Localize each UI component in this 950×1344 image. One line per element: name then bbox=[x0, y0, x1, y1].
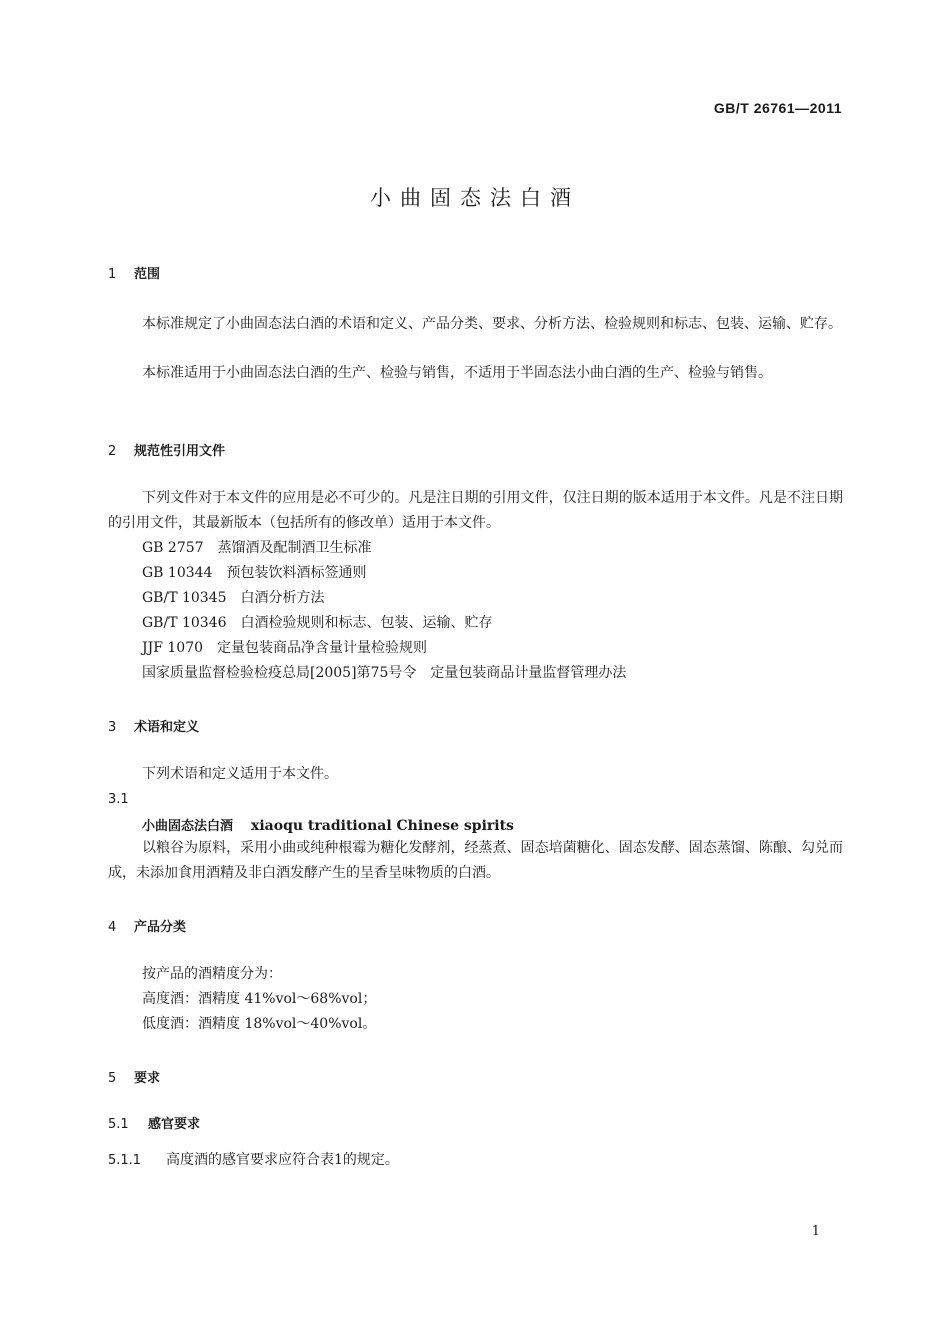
clause-text: 高度酒的感官要求应符合表1的规定。 bbox=[166, 1152, 399, 1168]
clause-number: 5.1.1 bbox=[108, 1153, 142, 1168]
section-number: 3 bbox=[108, 720, 117, 735]
terms-intro: 下列术语和定义适用于本文件。 bbox=[142, 766, 338, 782]
classification-intro: 按产品的酒精度分为： bbox=[142, 966, 282, 982]
reference-code: GB/T 10346 bbox=[142, 615, 227, 631]
section-1-heading bbox=[108, 263, 160, 282]
scope-paragraph-2: 本标准适用于小曲固态法白酒的生产、检验与销售，不适用于半固态法小曲白酒的生产、检验与销售。 bbox=[142, 365, 772, 381]
reference-name: 白酒检验规则和标志、包装、运输、贮存 bbox=[240, 615, 493, 631]
reference-item bbox=[142, 663, 626, 683]
references-intro: 下列文件对于本文件的应用是必不可少的。凡是注日期的引用文件，仅注日期的版本适用于本文件。凡是不注日期的引用文件，其最新版本（包括所有的修改单）适用于本文件。 bbox=[108, 490, 843, 531]
reference-name: 白酒分析方法 bbox=[240, 590, 325, 606]
section-number: 4 bbox=[108, 920, 117, 935]
reference-code: 国家质量监督检验检疫总局[2005]第75号令 bbox=[142, 665, 417, 681]
term-chinese: 小曲固态法白酒 bbox=[142, 819, 234, 834]
subsection-number: 5.1 bbox=[108, 1117, 129, 1132]
subsection-title: 感官要求 bbox=[148, 1117, 201, 1132]
reference-code: JJF 1070 bbox=[142, 640, 204, 656]
term-definition: 以粮谷为原料，采用小曲或纯种根霉为糖化发酵剂，经蒸煮、固态培菌糖化、固态发酵、固态蒸馏、陈酿、勾兑而成，未添加食用酒精及非白酒发酵产生的呈香呈味物质的白酒。 bbox=[108, 840, 843, 881]
reference-item bbox=[142, 638, 427, 658]
section-3-heading bbox=[108, 716, 199, 735]
reference-code: GB 10344 bbox=[142, 565, 213, 581]
page-number: 1 bbox=[811, 1224, 820, 1239]
section-title: 产品分类 bbox=[134, 920, 187, 935]
reference-name: 定量包装商品净含量计量检验规则 bbox=[217, 640, 428, 656]
section-title: 范围 bbox=[134, 267, 161, 282]
section-5-heading bbox=[108, 1067, 160, 1086]
section-title: 规范性引用文件 bbox=[134, 444, 226, 459]
reference-name: 蒸馏酒及配制酒卫生标准 bbox=[217, 540, 372, 556]
section-title: 要求 bbox=[134, 1071, 161, 1086]
document-title: 小曲固态法白酒 bbox=[370, 186, 580, 210]
reference-code: GB/T 10345 bbox=[142, 590, 227, 606]
reference-item bbox=[142, 538, 372, 558]
reference-item bbox=[142, 588, 325, 608]
section-number: 1 bbox=[108, 267, 117, 282]
reference-name: 预包装饮料酒标签通则 bbox=[226, 565, 367, 581]
standard-code: GB/T 26761—2011 bbox=[713, 100, 842, 116]
term-english: xiaoqu traditional Chinese spirits bbox=[251, 818, 514, 834]
term-number: 3.1 bbox=[108, 792, 129, 807]
reference-item bbox=[142, 613, 493, 633]
scope-paragraph-1: 本标准规定了小曲固态法白酒的术语和定义、产品分类、要求、分析方法、检验规则和标志、包装、运输、贮存。 bbox=[142, 316, 842, 332]
section-2-heading bbox=[108, 440, 225, 459]
clause-5-1-1 bbox=[108, 1149, 399, 1169]
classification-high: 高度酒：酒精度 41%vol～68%vol； bbox=[142, 991, 377, 1007]
reference-code: GB 2757 bbox=[142, 540, 204, 556]
section-number: 5 bbox=[108, 1071, 117, 1086]
subsection-5-1-heading bbox=[108, 1113, 200, 1132]
section-4-heading bbox=[108, 916, 186, 935]
section-title: 术语和定义 bbox=[134, 720, 200, 735]
reference-name: 定量包装商品计量监督管理办法 bbox=[430, 665, 627, 681]
classification-low: 低度酒：酒精度 18%vol～40%vol。 bbox=[142, 1016, 377, 1032]
reference-item bbox=[142, 563, 366, 583]
term-entry bbox=[142, 815, 514, 834]
section-number: 2 bbox=[108, 444, 117, 459]
